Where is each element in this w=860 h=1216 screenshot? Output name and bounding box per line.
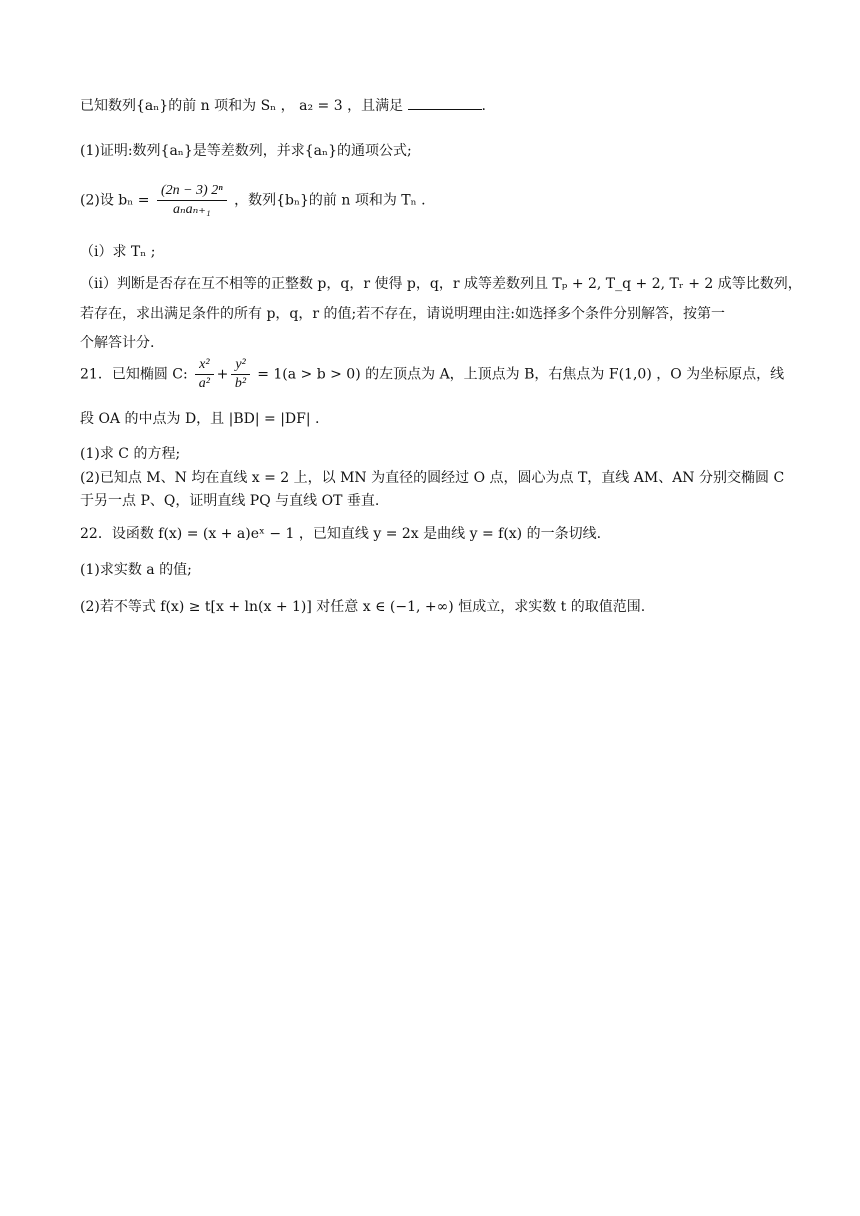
- problem-20-part-2-suffix: ，数列{bₙ}的前 n 项和为 Tₙ .: [234, 192, 426, 209]
- problem-20-part-1: (1)证明:数列{aₙ}是等差数列，并求{aₙ}的通项公式;: [80, 143, 412, 159]
- problem-21-part-2-line-2: 于另一点 P、Q，证明直线 PQ 与直线 OT 垂直.: [80, 493, 380, 509]
- problem-20-part-2-prefix: (2)设 bₙ =: [80, 192, 150, 209]
- problem-21-suffix: = 1(a > b > 0) 的左顶点为 A，上顶点为 B，右焦点为 F(1,0) ，O 为坐标原点，线: [257, 366, 785, 383]
- problem-21-part-1: (1)求 C 的方程;: [80, 446, 181, 462]
- problem-21-part-2-line-1: (2)已知点 M、N 均在直线 x = 2 上，以 MN 为直径的圆经过 O 点，圆心为点 T，直线 AM、AN 分别交椭圆 C: [80, 470, 785, 486]
- problem-22-statement: 22．设函数 f(x) = (x + a)eˣ − 1 ，已知直线 y = 2x 是曲线 y = f(x) 的一条切线.: [80, 526, 602, 542]
- problem-20-sub-i: （i）求 Tₙ ;: [80, 244, 156, 260]
- problem-21-prefix: 21．已知椭圆 C:: [80, 366, 188, 383]
- ellipse-y-numerator: y²: [231, 358, 249, 375]
- problem-20-sub-ii-line-3: 个解答计分.: [80, 335, 155, 351]
- plus-sign: +: [216, 366, 229, 383]
- ellipse-x-numerator: x²: [195, 358, 213, 375]
- fill-in-blank: [408, 97, 482, 110]
- problem-20-intro-end: .: [481, 98, 486, 114]
- ellipse-y-denominator: b²: [234, 376, 247, 391]
- problem-21-line-2: 段 OA 的中点为 D，且 |BD| = |DF| .: [80, 411, 320, 427]
- problem-22-part-2: (2)若不等式 f(x) ≥ t[x + ln(x + 1)] 对任意 x ∈ (−1, +∞) 恒成立，求实数 t 的取值范围.: [80, 599, 646, 615]
- problem-20-intro: [80, 97, 780, 113]
- ellipse-x-fraction: [195, 358, 213, 391]
- problem-20-sub-ii-line-2: 若存在，求出满足条件的所有 p，q，r 的值;若不存在，请说明理由注:如选择多个条件分别解答，按第一: [80, 306, 725, 322]
- ellipse-x-denominator: a²: [198, 376, 210, 391]
- b-n-numerator: (2n − 3) 2ⁿ: [157, 184, 227, 201]
- b-n-fraction: [157, 184, 227, 217]
- b-n-denominator: aₙaₙ₊₁: [172, 202, 211, 217]
- problem-20-sub-ii-line-1: （ii）判断是否存在互不相等的正整数 p，q，r 使得 p，q，r 成等差数列且 Tₚ + 2, T_q + 2, Tᵣ + 2 成等比数列，: [80, 276, 802, 292]
- problem-22-part-1: (1)求实数 a 的值;: [80, 562, 192, 578]
- problem-20-intro-text: 已知数列{aₙ}的前 n 项和为 Sₙ ， a₂ = 3 ，且满足: [80, 98, 404, 114]
- problem-21-statement: [80, 357, 785, 391]
- problem-20-part-2: [80, 184, 780, 217]
- ellipse-y-fraction: [231, 358, 249, 391]
